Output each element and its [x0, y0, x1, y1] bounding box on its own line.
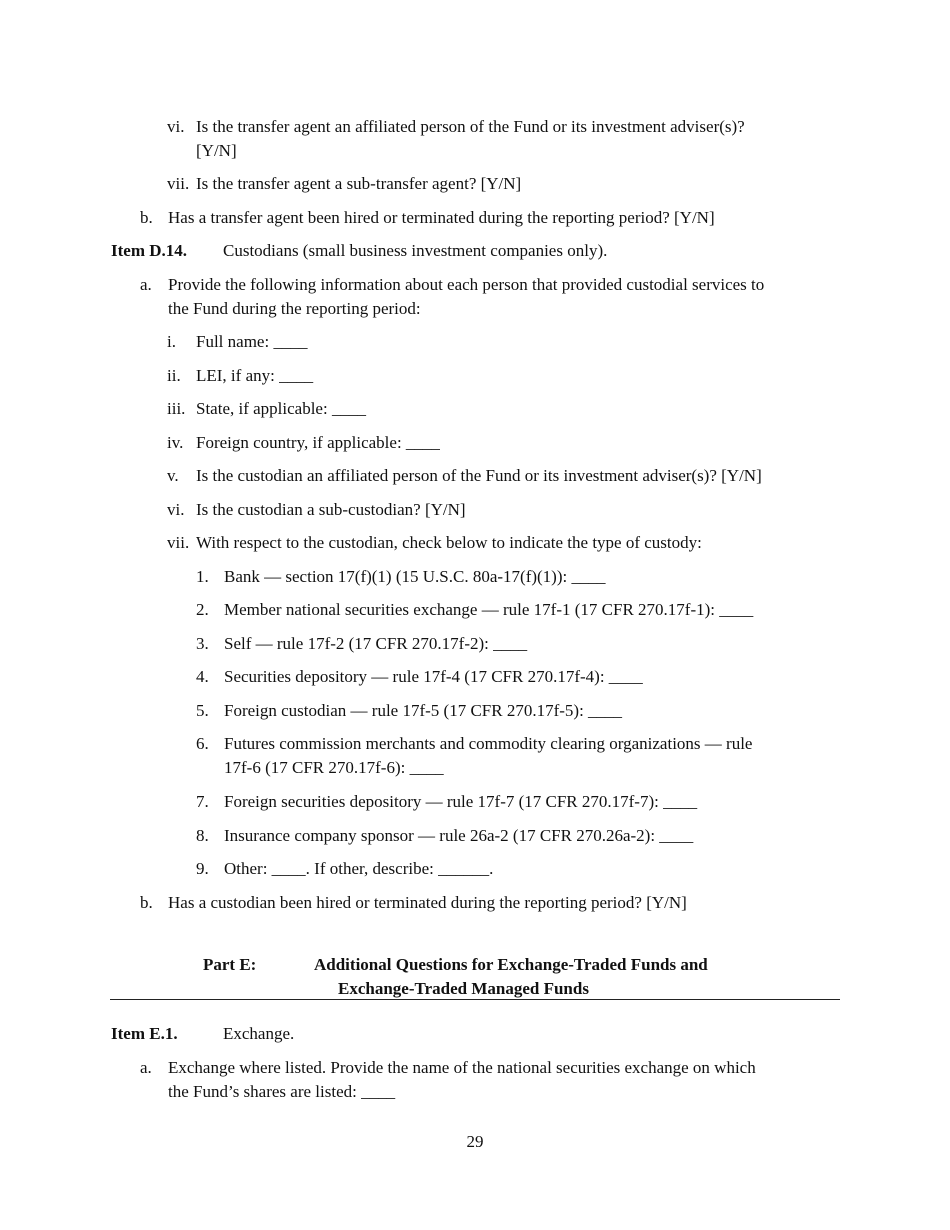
part-title: Additional Questions for Exchange-Traded Funds and	[314, 955, 708, 974]
custody-option: Securities depository — rule 17f-4 (17 CFR 270.17f-4): ____	[224, 667, 643, 686]
item-label: Item D.14.	[111, 241, 188, 260]
field-state: State, if applicable: ____	[196, 399, 366, 418]
item-marker: vi.	[167, 117, 185, 136]
page-number: 29	[466, 1132, 484, 1151]
item-marker: a.	[140, 275, 152, 294]
item-marker: vi.	[167, 500, 185, 519]
list-marker: 6.	[196, 734, 209, 753]
item-label: Item E.1.	[111, 1024, 178, 1043]
list-marker: 8.	[196, 826, 209, 845]
item-marker: b.	[140, 208, 153, 227]
question-text: Is the custodian a sub-custodian? [Y/N]	[196, 500, 466, 519]
question-text: [Y/N]	[196, 141, 237, 160]
field-full-name: Full name: ____	[196, 332, 308, 351]
item-marker: iii.	[167, 399, 186, 418]
item-marker: iv.	[167, 433, 184, 452]
question-text: Provide the following information about each person that provided custodial services to	[168, 275, 765, 294]
question-text: Is the transfer agent a sub-transfer agent? [Y/N]	[196, 174, 522, 193]
question-text: Is the transfer agent an affiliated person of the Fund or its investment adviser(s)?	[196, 117, 745, 136]
list-marker: 1.	[196, 567, 209, 586]
item-title: Exchange.	[223, 1024, 295, 1043]
question-text: Has a transfer agent been hired or terminated during the reporting period? [Y/N]	[168, 208, 715, 227]
question-text: Exchange where listed. Provide the name of the national securities exchange on which	[168, 1058, 756, 1077]
custody-option: Futures commission merchants and commodity clearing organizations — rule	[224, 734, 753, 753]
field-foreign-country: Foreign country, if applicable: ____	[196, 433, 440, 452]
item-title: Custodians (small business investment companies only).	[223, 241, 608, 260]
custody-option: Self — rule 17f-2 (17 CFR 270.17f-2): ____	[224, 634, 528, 653]
question-text: With respect to the custodian, check below to indicate the type of custody:	[196, 533, 702, 552]
custody-option: 17f-6 (17 CFR 270.17f-6): ____	[224, 758, 444, 777]
question-text: Has a custodian been hired or terminated during the reporting period? [Y/N]	[168, 893, 687, 912]
item-marker: v.	[167, 466, 179, 485]
item-marker: i.	[167, 332, 176, 351]
item-marker: vii.	[167, 533, 190, 552]
list-marker: 2.	[196, 600, 209, 619]
part-label: Part E:	[203, 955, 257, 974]
field-lei: LEI, if any: ____	[196, 366, 314, 385]
list-marker: 9.	[196, 859, 209, 878]
custody-option: Foreign securities depository — rule 17f-7 (17 CFR 270.17f-7): ____	[224, 792, 698, 811]
question-text: Is the custodian an affiliated person of the Fund or its investment adviser(s)? [Y/N]	[196, 466, 762, 485]
list-marker: 5.	[196, 701, 209, 720]
custody-option: Bank — section 17(f)(1) (15 U.S.C. 80a-17(f)(1)): ____	[224, 567, 606, 586]
custody-option: Insurance company sponsor — rule 26a-2 (17 CFR 270.26a-2): ____	[224, 826, 694, 845]
custody-option: Foreign custodian — rule 17f-5 (17 CFR 270.17f-5): ____	[224, 701, 623, 720]
item-marker: vii.	[167, 174, 190, 193]
item-marker: ii.	[167, 366, 181, 385]
list-marker: 3.	[196, 634, 209, 653]
list-marker: 7.	[196, 792, 209, 811]
item-marker: b.	[140, 893, 153, 912]
item-marker: a.	[140, 1058, 152, 1077]
section-divider	[110, 999, 840, 1000]
custody-option: Member national securities exchange — rule 17f-1 (17 CFR 270.17f-1): ____	[224, 600, 754, 619]
question-text: the Fund’s shares are listed: ____	[168, 1082, 396, 1101]
custody-option: Other: ____. If other, describe: ______.	[224, 859, 494, 878]
list-marker: 4.	[196, 667, 209, 686]
part-title: Exchange-Traded Managed Funds	[338, 979, 589, 998]
question-text: the Fund during the reporting period:	[168, 299, 421, 318]
